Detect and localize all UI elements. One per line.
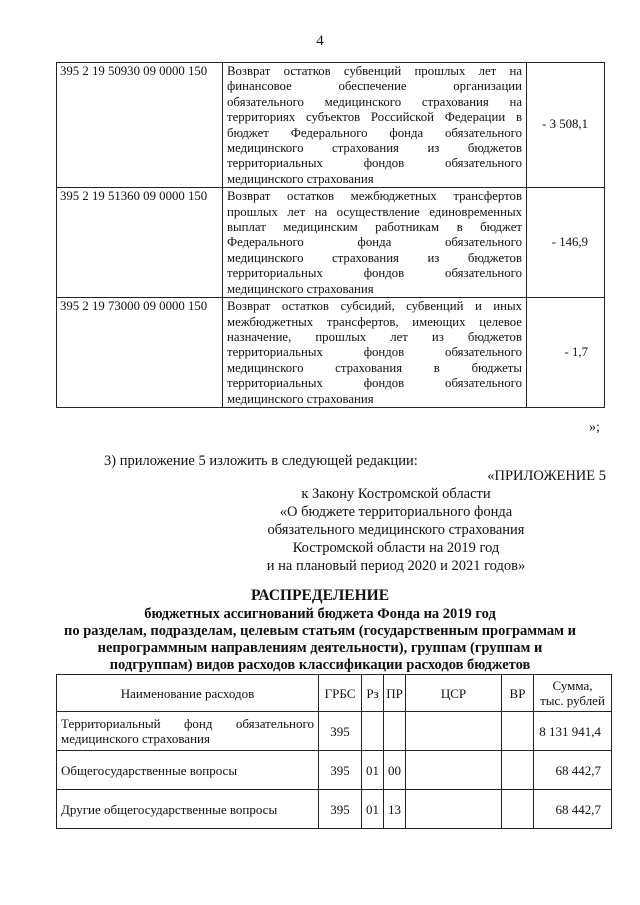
description-line: Возврат остатков межбюджетных трансфертов	[227, 189, 522, 204]
distribution-subheading-3: непрограммным направлениям деятельности), группам (группам и	[97, 640, 543, 656]
row-code: 395 2 19 50930 09 0000 150	[57, 63, 223, 188]
row-sum: 68 442,7	[534, 790, 612, 829]
row-pr: 00	[384, 751, 406, 790]
appendix-line-5: Костромской области на 2019 год	[292, 540, 500, 556]
row-amount: - 146,9	[527, 188, 605, 298]
row-amount: - 1,7	[527, 298, 605, 408]
refunds-table	[56, 62, 605, 408]
row-vr	[502, 790, 534, 829]
header-sum-line1: Сумма,	[552, 678, 593, 693]
description-line: финансовое обеспечение организации	[227, 79, 522, 94]
item-3-text: 3) приложение 5 изложить в следующей редакции:	[104, 453, 418, 469]
header-rz: Рз	[362, 675, 384, 712]
row-name-line1: Территориальный фонд обязательного	[61, 716, 314, 731]
table-row	[57, 712, 612, 751]
appendix-line-3: «О бюджете территориального фонда	[279, 504, 513, 520]
description-line: Федерального фонда обязательного	[227, 235, 522, 250]
row-name: Общегосударственные вопросы	[57, 751, 319, 790]
distribution-heading: РАСПРЕДЕЛЕНИЕ	[250, 587, 390, 604]
row-sum: 68 442,7	[534, 751, 612, 790]
expenditure-table	[56, 674, 612, 829]
distribution-subheading-4: подгруппам) видов расходов классификации расходов бюджетов	[109, 657, 531, 673]
header-pr: ПР	[384, 675, 406, 712]
row-vr	[502, 751, 534, 790]
distribution-subheading-2: по разделам, подразделам, целевым статьям (государственным программам и	[63, 623, 577, 639]
description-line: выплат медицинским работникам в бюджет	[227, 220, 522, 235]
description-line: межбюджетных трансфертов, имеющих целевое	[227, 314, 522, 329]
row-name: Другие общегосударственные вопросы	[57, 790, 319, 829]
row-grbs: 395	[319, 712, 362, 751]
row-code: 395 2 19 51360 09 0000 150	[57, 188, 223, 298]
description-line: территориальных фондов обязательного	[227, 266, 522, 281]
description-line: прошлых лет на осуществление единовременных	[227, 204, 522, 219]
description-line: назначение, прошлых лет из бюджетов	[227, 329, 522, 344]
table-row	[57, 188, 605, 298]
description-line: обязательного медицинского страхования на	[227, 94, 522, 109]
table-row	[57, 63, 605, 188]
row-grbs: 395	[319, 790, 362, 829]
description-line: территориальных фондов обязательного	[227, 345, 522, 360]
row-pr	[384, 712, 406, 751]
table-row	[57, 751, 612, 790]
row-description	[223, 188, 527, 298]
closing-quote: »;	[589, 420, 600, 435]
row-pr: 13	[384, 790, 406, 829]
row-rz: 01	[362, 790, 384, 829]
row-code: 395 2 19 73000 09 0000 150	[57, 298, 223, 408]
row-rz	[362, 712, 384, 751]
appendix-line-6: и на плановый период 2020 и 2021 годов»	[266, 558, 526, 574]
row-name	[57, 712, 319, 751]
description-line: территориях субъектов Российской Федерации в	[227, 110, 522, 125]
appendix-law-ref: к Закону Костромской области	[301, 486, 491, 502]
row-csr	[406, 712, 502, 751]
table-row	[57, 790, 612, 829]
description-line: территориальных фондов обязательного	[227, 376, 522, 391]
description-line-last: медицинского страхования	[227, 391, 374, 406]
row-grbs: 395	[319, 751, 362, 790]
header-csr: ЦСР	[406, 675, 502, 712]
description-line: территориальных фондов обязательного	[227, 156, 522, 171]
description-line: медицинского страхования из бюджетов	[227, 141, 522, 156]
row-rz: 01	[362, 751, 384, 790]
description-line: медицинского страхования в бюджеты	[227, 360, 522, 375]
header-grbs: ГРБС	[319, 675, 362, 712]
row-vr	[502, 712, 534, 751]
row-csr	[406, 790, 502, 829]
row-amount: - 3 508,1	[527, 63, 605, 188]
page-number: 4	[316, 33, 324, 49]
description-line-last: медицинского страхования	[227, 281, 374, 296]
row-description	[223, 298, 527, 408]
description-line: медицинского страхования из бюджетов	[227, 250, 522, 265]
row-csr	[406, 751, 502, 790]
header-vr: ВР	[502, 675, 534, 712]
header-sum	[534, 675, 612, 712]
description-line: Возврат остатков субсидий, субвенций и иных	[227, 299, 522, 314]
row-description	[223, 63, 527, 188]
header-sum-line2: тыс. рублей	[540, 693, 605, 708]
distribution-subheading-1: бюджетных ассигнований бюджета Фонда на 2019 год	[144, 606, 496, 622]
description-line-last: медицинского страхования	[227, 171, 374, 186]
row-sum: 8 131 941,4	[534, 712, 612, 751]
header-name: Наименование расходов	[57, 675, 319, 712]
appendix-line-4: обязательного медицинского страхования	[267, 522, 525, 538]
table-row	[57, 298, 605, 408]
description-line: Возврат остатков субвенций прошлых лет на	[227, 64, 522, 78]
description-line: бюджет Федерального фонда обязательного	[227, 125, 522, 140]
appendix-title: «ПРИЛОЖЕНИЕ 5	[487, 468, 606, 484]
row-name-line2: медицинского страхования	[61, 731, 210, 746]
